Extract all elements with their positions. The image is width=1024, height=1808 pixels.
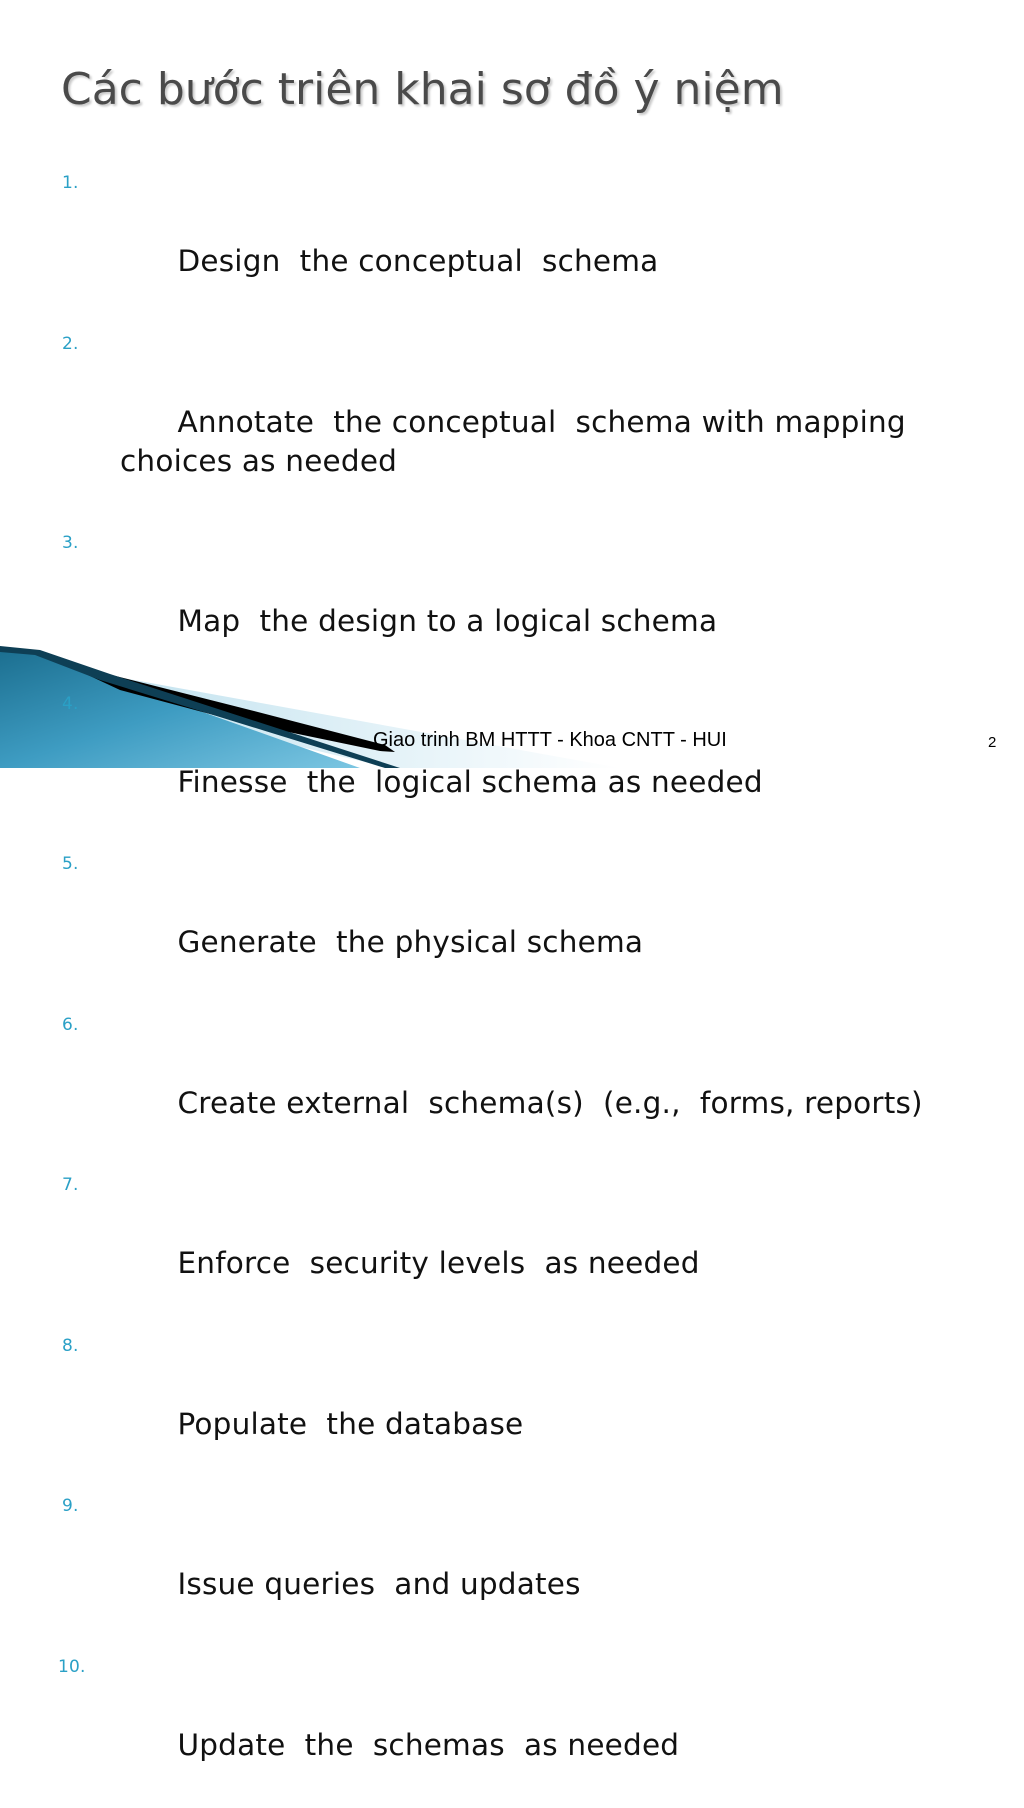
list-item-number: 9. [62,1496,79,1516]
list-item-text: Annotate the conceptual schema with mapping choices as needed [120,404,916,478]
list-item [0,1487,960,1643]
list-item-number: 10. [58,1656,86,1677]
list-item-text: Update the schemas as needed [177,1727,680,1762]
list-item [0,845,960,1001]
list-item-number: 2. [62,333,79,354]
list-item-text: Create external schema(s) (e.g., forms, reports) [177,1085,923,1120]
list-item-number: 6. [62,1014,79,1035]
list-item-number: 4. [62,693,79,714]
list-item [0,524,960,680]
list-item-text: Design the conceptual schema [177,244,659,278]
list-item [0,164,960,320]
list-item-number: 7. [62,1175,79,1195]
list-item-number: 5. [62,854,79,874]
list-item [0,1006,960,1162]
footer-text: Giao trinh BM HTTT - Khoa CNTT - HUI [373,729,727,751]
list-item-text: Map the design to a logical schema [177,604,718,638]
page-number: 2 [988,734,997,751]
list-item-number: 3. [62,533,79,553]
list-item-text: Populate the database [177,1406,524,1441]
list-item-text: Generate the physical schema [177,925,644,959]
list-item [0,325,960,520]
steps-list [0,164,1024,1808]
slide-title: Các bước triên khai sơ đồ ý niệm [61,64,784,115]
list-item-text: Finesse the logical schema as needed [177,764,763,799]
list-item-number: 8. [62,1335,79,1356]
list-item-number: 1. [62,173,79,193]
list-item-text: Enforce security levels as needed [177,1246,700,1280]
list-item [0,1166,960,1322]
list-item [0,685,960,841]
list-item-text: Issue queries and updates [177,1567,581,1601]
list-item [0,1648,960,1804]
list-item [0,1327,960,1483]
